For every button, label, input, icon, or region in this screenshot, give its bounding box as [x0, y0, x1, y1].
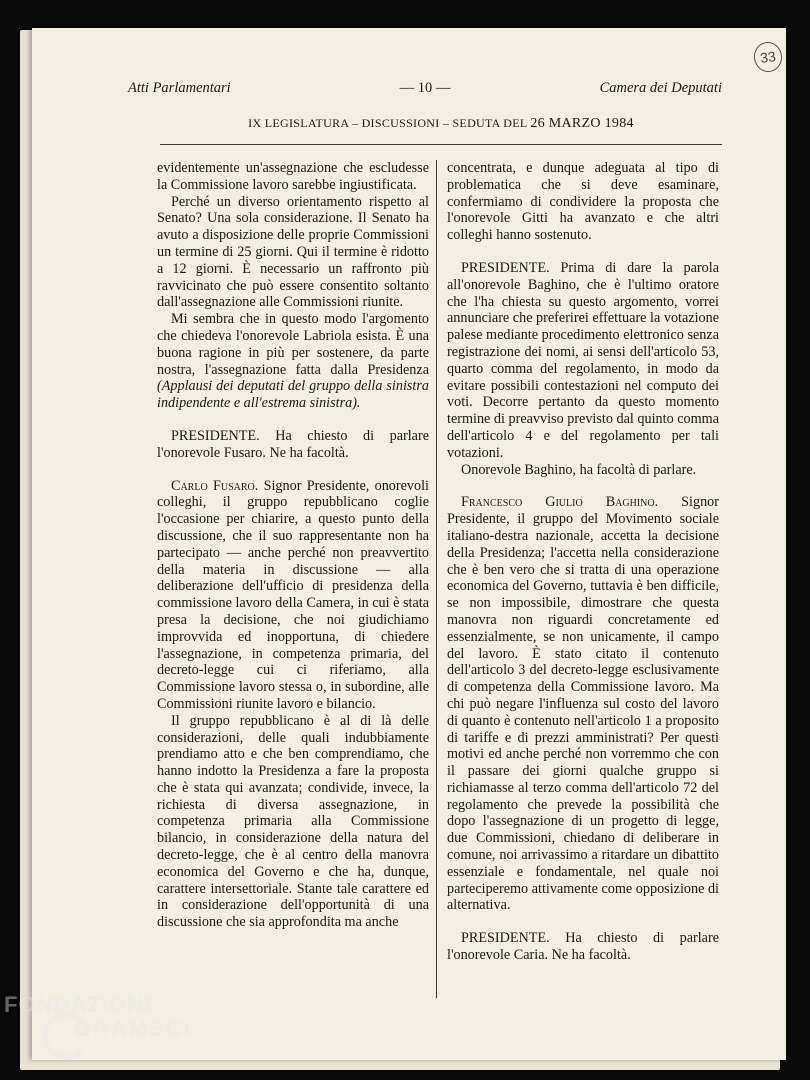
right-column [447, 160, 719, 964]
header-left: Atti Parlamentari [128, 80, 231, 96]
session-date: 26 MARZO 1984 [530, 116, 634, 131]
session-label: IX LEGISLATURA – DISCUSSIONI – SEDUTA DEL [248, 116, 528, 130]
paragraph: concentrata, e dunque adeguata al tipo di problematica che si deve esaminare, confermiamo di condividere la proposta che l'onorevole Gitti ha avanzato e che altri colleghi hanno sostenuto. [447, 160, 719, 244]
watermark-line1: FONDAZIONE [4, 992, 160, 1017]
handwritten-page-number: 33 [752, 40, 784, 74]
header-page-number: — 10 — [399, 80, 451, 96]
paragraph: evidentemente un'assegnazione che escludesse la Commissione lavoro sarebbe ingiustificata. [157, 160, 429, 193]
paragraph: Il gruppo repubblicano è al di là delle considerazioni, delle quali indubbiamente prendiamo atto e che ben comprendiamo, che hanno indotto la Presidenza a fare la proposta che è stata qui avanzata; condivide, invece, la richiesta di diversa assegnazione, in competenza primaria alla Commissione bilancio, in considerazione della natura del decreto-legge, che è al centro della manovra economica del Governo e che ha, dunque, carattere intersettoriale. Stante tale carattere ed in considerazione dell'opportunità di una discussione che sia approfondita ma anche [157, 712, 429, 931]
column-divider [436, 160, 437, 998]
applause-note: (Applausi dei deputati del gruppo della sinistra indipendente e all'estrema sinistra). [157, 378, 429, 412]
speech-paragraph [447, 494, 719, 914]
paragraph: PRESIDENTE. Prima di dare la parola all'onorevole Baghino, che è l'ultimo oratore che l'ha chiesta su questo argomento, vorrei annunciare che preferirei effettuare la votazione palese mediante procedimento elettronico senza registrazione dei nomi, ai sensi dell'articolo 53, quarto comma del regolamento, in modo da evitare possibili contestazioni nel computo dei voti. Decorre pertanto da questo momento termine di preavviso previsto dal quinto comma dell'articolo 4 e del regolamento per tali votazioni. [447, 259, 719, 461]
paragraph [157, 311, 429, 412]
paragraph: PRESIDENTE. Ha chiesto di parlare l'onorevole Fusaro. Ne ha facoltà. [157, 427, 429, 461]
paragraph: Onorevole Baghino, ha facoltà di parlare. [461, 461, 697, 478]
watermark-line2: GRAMSCI [74, 1016, 192, 1041]
speaker-name: Carlo Fusaro [171, 477, 255, 494]
speaker-name: Francesco Giulio Baghino [461, 494, 655, 511]
page-header [128, 80, 722, 102]
archive-watermark [4, 992, 214, 1072]
header-rule [160, 144, 722, 145]
speech-paragraph [157, 478, 429, 713]
speech-text: . Signor Presidente, onorevoli colleghi, il gruppo repubblicano coglie l'occasione per chiarire, a questo punto della discussione, che il suo rappresentante non ha partecipato — anche perché non preavvertito della materia in discussione — alla deliberazione dell'ufficio di presidenza della commissione lavoro della Camera, in cui è stata presa la decisione, che noi giudichiamo improvvida ed inopportuna, di chiedere l'assegnazione, in competenza primaria, del decreto-legge cui ci riferiamo, alla Commissione lavoro stessa o, in subordine, alle Commissioni riunite lavoro e bilancio. [157, 477, 429, 712]
speech-text: . Signor Presidente, il gruppo del Movimento sociale italiano-destra nazionale, accetta la decisione della Presidenza; l'accetta nella considerazione che è ben vero che si tratta di una operazione economica del Governo, tuttavia è ben difficile, se non impossibile, dimostrare che questa manovra non riguardi concretamente ed essenzialmente, se non unicamente, il campo del lavoro. È stato citato il contenuto dell'articolo 3 del decreto-legge esclusivamente di competenza della Commissione lavoro. Ma chi può negare l'influenza sul costo del lavoro di quanto è contenuto nell'articolo 1 a proposito di tariffe e di prezzi amministrati? Per questi motivi ed anche perché non vorremmo che con il passare dei giorni qualche gruppo si richiamasse al terzo comma dell'articolo 72 del regolamento che prevede la possibilità che dopo l'assegnazione di un progetto di legge, due Commissioni, chiedano di deliberare in comune, noi arrivassimo a ritardare un dibattito essenziale e fondamentale, nel quale noi parteciperemo attivamente come opposizione di alternativa. [447, 494, 719, 914]
header-right: Camera dei Deputati [599, 80, 722, 96]
paragraph: PRESIDENTE. Ha chiesto di parlare l'onorevole Caria. Ne ha facoltà. [447, 930, 719, 964]
paragraph-text: Mi sembra che in questo modo l'argomento che chiedeva l'onorevole Labriola esista. È una buona ragione in più per sostenere, da parte nostra, l'assegnazione fatta dalla Presidenza [157, 311, 429, 378]
paragraph: Perché un diverso orientamento rispetto al Senato? Una sola considerazione. Il Senato ha avuto a disposizione delle proprie Commissioni un termine di 25 giorni. Qui il termine è ridotto a 12 giorni. È necessario un raffronto più ravvicinato che può essere consentito soltanto dall'assegnazione alle Commissioni riunite. [157, 193, 429, 311]
session-subheader [160, 116, 722, 132]
left-column [157, 160, 429, 931]
